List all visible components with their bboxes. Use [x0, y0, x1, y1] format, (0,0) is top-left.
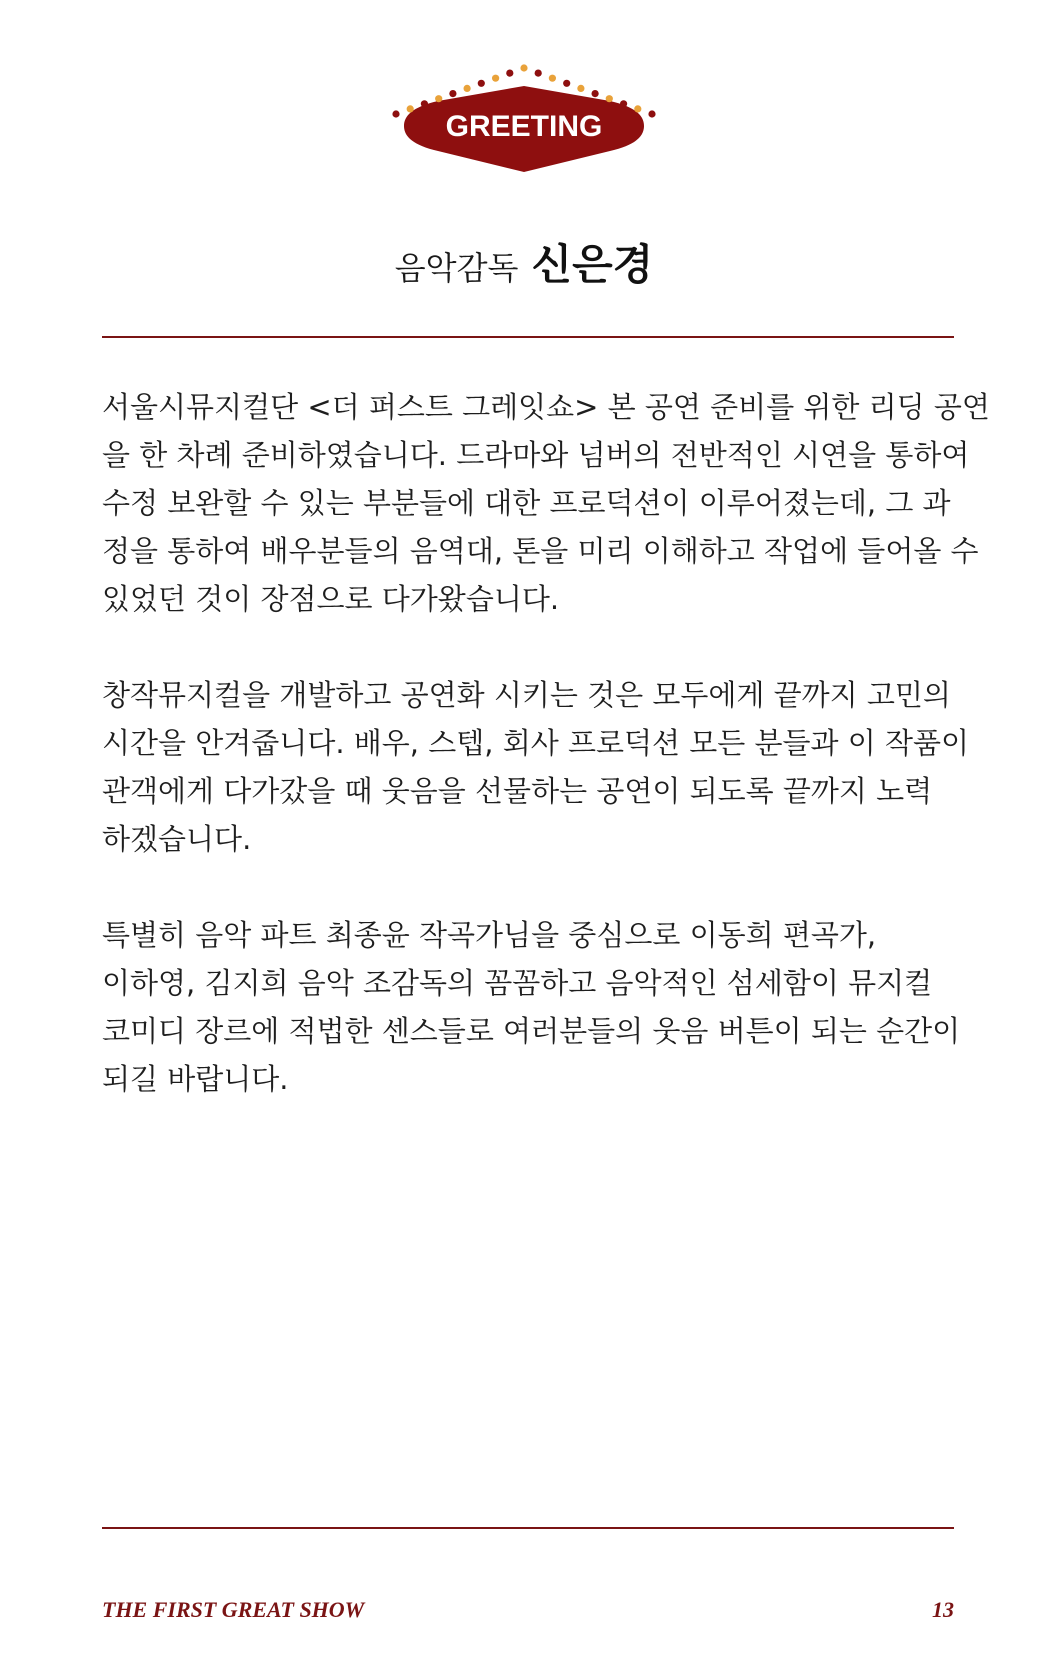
- greeting-badge: [0, 56, 1048, 196]
- title-name: 신은경: [531, 240, 654, 289]
- text-line: 정을 통하여 배우분들의 음역대, 톤을 미리 이해하고 작업에 들어올 수: [102, 534, 979, 568]
- marquee-badge-graphic: [374, 56, 674, 196]
- top-divider: [102, 336, 954, 338]
- text-line: 시간을 안겨줍니다. 배우, 스텝, 회사 프로덕션 모든 분들과 이 작품이: [102, 726, 969, 760]
- marquee-light-dot: [520, 64, 527, 71]
- page-title: [0, 232, 1048, 292]
- marquee-light-dot: [563, 80, 570, 87]
- marquee-light-dot: [506, 70, 513, 77]
- page-number: 13: [932, 1597, 954, 1622]
- text-line: 특별히 음악 파트 최종윤 작곡가님을 중심으로 이동희 편곡가,: [102, 918, 877, 952]
- paragraph-2: [102, 671, 969, 863]
- marquee-light-dot: [435, 95, 442, 102]
- marquee-light-dot: [392, 110, 399, 117]
- marquee-light-dot: [592, 90, 599, 97]
- marquee-light-dot: [549, 75, 556, 82]
- text-line: 창작뮤지컬을 개발하고 공연화 시키는 것은 모두에게 끝까지 고민의: [102, 678, 951, 712]
- bottom-divider: [102, 1527, 954, 1529]
- marquee-light-dot: [648, 110, 655, 117]
- marquee-light-dot: [407, 105, 414, 112]
- text-line: 관객에게 다가갔을 때 웃음을 선물하는 공연이 되도록 끝까지 노력: [102, 774, 933, 808]
- text-line: 코미디 장르에 적법한 센스들로 여러분들의 웃음 버튼이 되는 순간이: [102, 1014, 961, 1048]
- marquee-light-dot: [634, 105, 641, 112]
- marquee-light-dot: [535, 70, 542, 77]
- marquee-light-dot: [421, 100, 428, 107]
- marquee-light-dot: [478, 80, 485, 87]
- badge-label: GREETING: [445, 110, 603, 143]
- text-line: 하겠습니다.: [102, 822, 252, 856]
- title-role: 음악감독: [394, 249, 519, 287]
- marquee-light-dot: [492, 75, 499, 82]
- paragraph-1: [102, 383, 990, 623]
- footer-show-title: THE FIRST GREAT SHOW: [102, 1597, 365, 1622]
- marquee-light-dot: [464, 85, 471, 92]
- marquee-light-dot: [606, 95, 613, 102]
- paragraph-3: [102, 911, 961, 1103]
- greeting-body: [102, 383, 990, 1151]
- text-line: 이하영, 김지희 음악 조감독의 꼼꼼하고 음악적인 섬세함이 뮤지컬: [102, 966, 933, 1000]
- marquee-light-dot: [620, 100, 627, 107]
- text-line: 서울시뮤지컬단 <더 퍼스트 그레잇쇼> 본 공연 준비를 위한 리딩 공연: [102, 390, 990, 424]
- marquee-light-dot: [449, 90, 456, 97]
- marquee-light-dot: [577, 85, 584, 92]
- text-line: 을 한 차례 준비하였습니다. 드라마와 넘버의 전반적인 시연을 통하여: [102, 438, 970, 472]
- text-line: 되길 바랍니다.: [102, 1062, 289, 1096]
- text-line: 있었던 것이 장점으로 다가왔습니다.: [102, 582, 560, 616]
- text-line: 수정 보완할 수 있는 부분들에 대한 프로덕션이 이루어졌는데, 그 과: [102, 486, 951, 520]
